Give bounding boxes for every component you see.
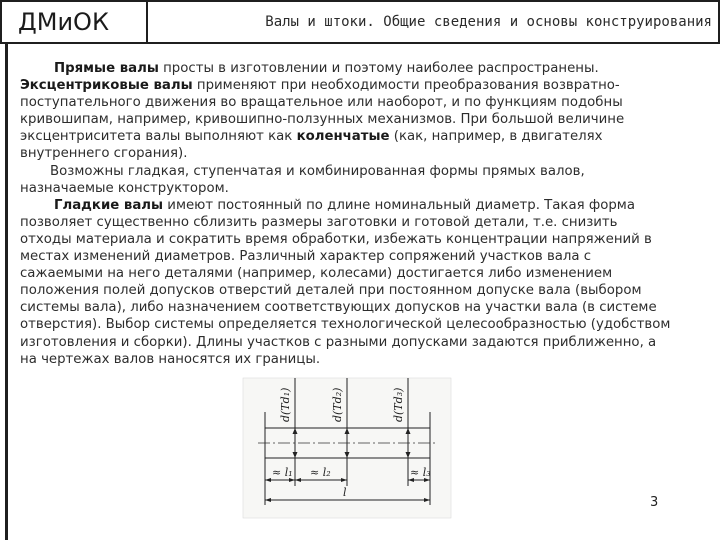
term-straight-shafts: Прямые валы xyxy=(54,61,159,76)
paragraph-2: Возможны гладкая, ступенчатая и комбинированная формы прямых валов, назначаемые конструктором. xyxy=(20,163,585,196)
term-smooth-shafts: Гладкие валы xyxy=(54,197,164,213)
dim-label-2: d(Td₂) xyxy=(331,387,344,422)
term-crankshafts: коленчатые xyxy=(296,129,390,145)
len-label-3: ≈ l₃ xyxy=(410,466,431,479)
term-eccentric-shafts: Эксцентриковые валы xyxy=(20,78,193,94)
dim-label-1: d(Td₁) xyxy=(279,387,292,422)
len-label-1: ≈ l₁ xyxy=(272,466,293,479)
len-label-2: ≈ l₂ xyxy=(310,466,331,479)
dim-label-3: d(Td₃) xyxy=(392,387,405,422)
brand-title: ДМиОК xyxy=(0,0,148,44)
total-length-label: l xyxy=(343,486,347,499)
page-number: 3 xyxy=(650,495,659,510)
paragraph-1: Прямые валы просты в изготовлении и поэтому наиболее распространены. Эксцентриковые валы применяют при необходимости преобразования возвратно-поступательного движения во вращательное или наоборот, и по функциям подобны кривошипам, например, кривошипно-ползунных механизмов. При большой величине эксцентриситета валы выполняют как коленчатые (как, например, в двигателях внутреннего сгорания). xyxy=(20,61,625,162)
paragraph-3: Гладкие валы имеют постоянный по длине номинальный диаметр. Такая форма позволяет существенно сблизить размеры заготовки и готовой детали, т.е. снизить отходы материала и сократить время обработки, избежать концентрации напряжений в местах изменений диаметров. Различный характер сопряжений участков вала с сажаемыми на него деталями (например, колесами) достигается либо изменением положения полей допусков отверстий деталей при постоянном допуске вала (выбором системы вала), либо назначением соответствующих допусков на участки вала (в системе отверстия). Выбор системы определяется технологической целесообразностью (удобством изготовления и сборки). Длины участков с разными допусками задаются приближенно, а на чертежах валов наносятся их границы. xyxy=(20,197,671,367)
slide-title: Валы и штоки. Общие сведения и основы конструирования xyxy=(148,0,720,44)
